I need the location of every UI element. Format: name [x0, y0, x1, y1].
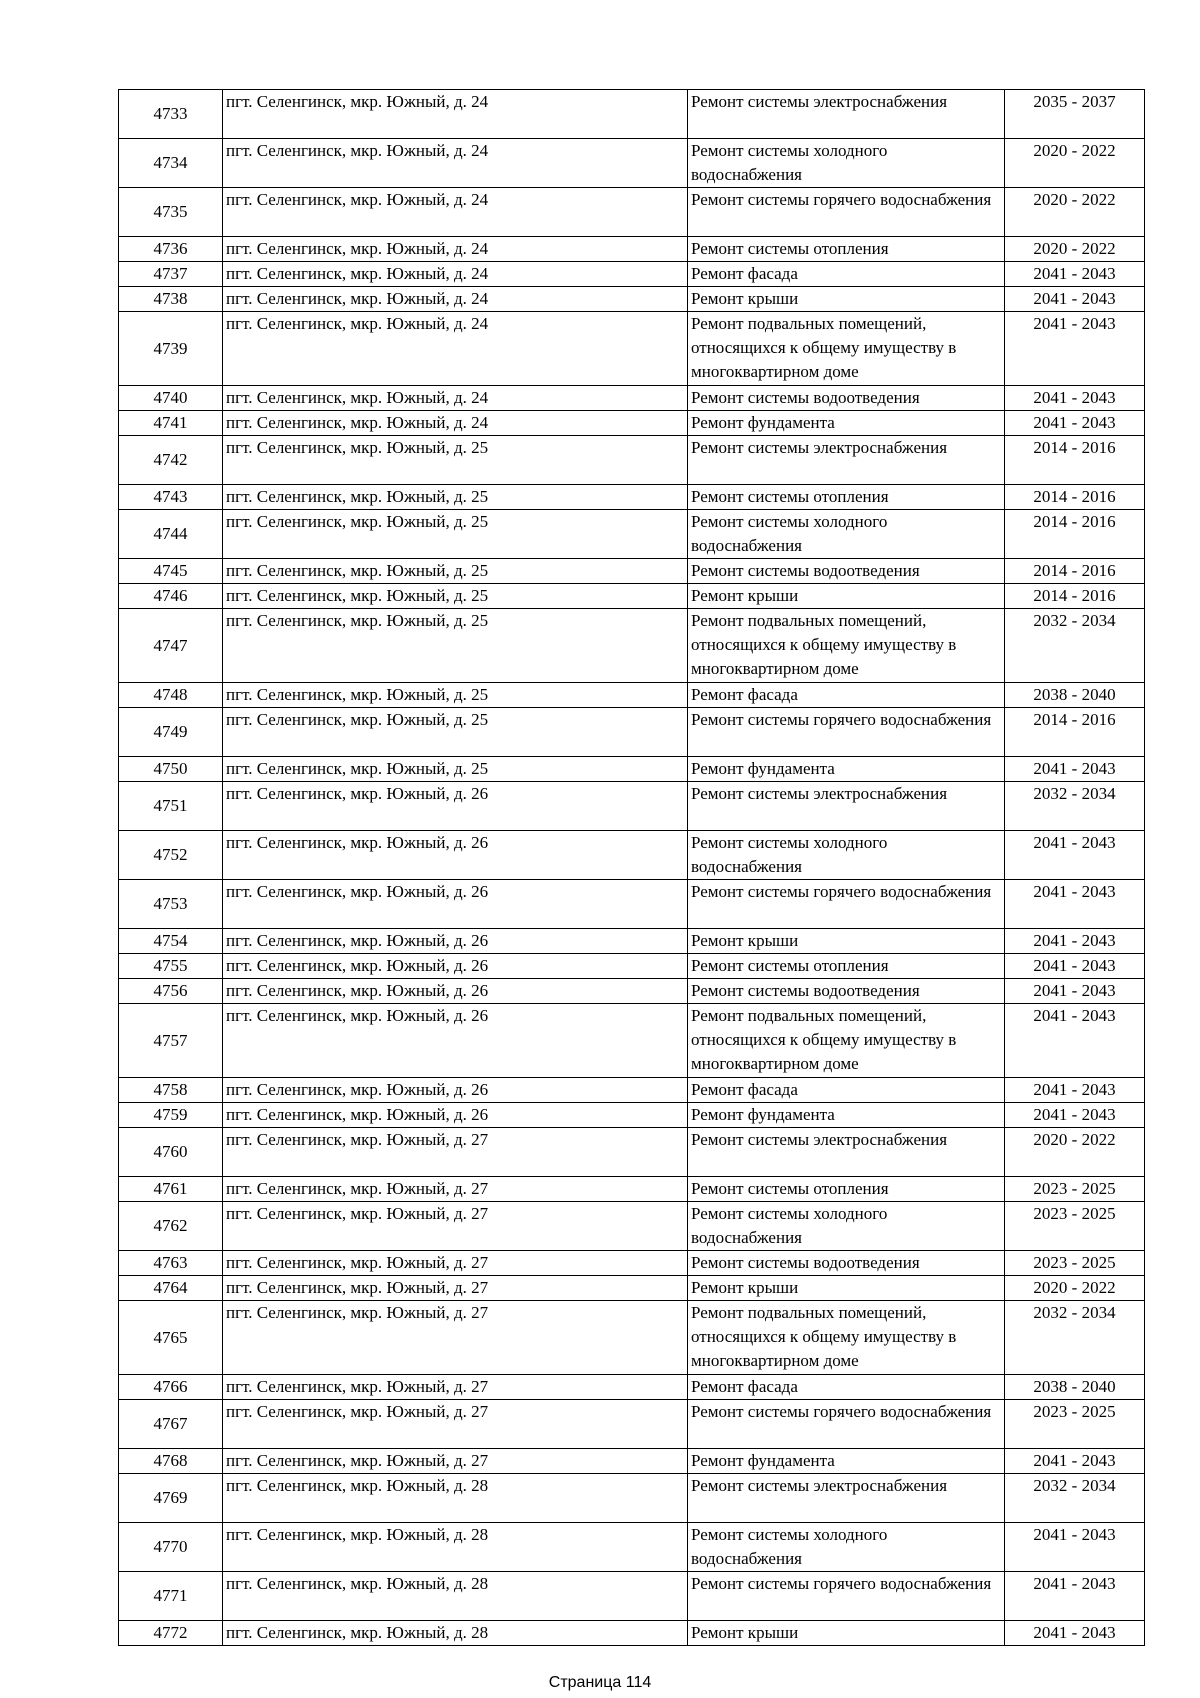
work-type-cell: Ремонт системы холодного водоснабжения	[688, 1202, 1005, 1251]
period-cell: 2023 - 2025	[1005, 1251, 1145, 1276]
address-cell: пгт. Селенгинск, мкр. Южный, д. 24	[223, 139, 688, 188]
row-number-cell: 4751	[119, 782, 223, 831]
period-cell: 2023 - 2025	[1005, 1400, 1145, 1449]
period-cell: 2041 - 2043	[1005, 411, 1145, 436]
table-row	[119, 1276, 1145, 1301]
row-number-cell: 4734	[119, 139, 223, 188]
work-type-cell: Ремонт крыши	[688, 584, 1005, 609]
address-cell: пгт. Селенгинск, мкр. Южный, д. 25	[223, 485, 688, 510]
period-cell: 2041 - 2043	[1005, 1449, 1145, 1474]
address-cell: пгт. Селенгинск, мкр. Южный, д. 26	[223, 929, 688, 954]
address-cell: пгт. Селенгинск, мкр. Южный, д. 26	[223, 979, 688, 1004]
address-cell: пгт. Селенгинск, мкр. Южный, д. 26	[223, 1103, 688, 1128]
table-row	[119, 1004, 1145, 1078]
period-cell: 2041 - 2043	[1005, 831, 1145, 880]
work-type-cell: Ремонт фундамента	[688, 1449, 1005, 1474]
table-row	[119, 139, 1145, 188]
period-cell: 2032 - 2034	[1005, 1474, 1145, 1523]
address-cell: пгт. Селенгинск, мкр. Южный, д. 26	[223, 1004, 688, 1078]
period-cell: 2041 - 2043	[1005, 1103, 1145, 1128]
table-row	[119, 1621, 1145, 1646]
work-type-cell: Ремонт системы водоотведения	[688, 386, 1005, 411]
work-type-cell: Ремонт подвальных помещений, относящихся к общему имуществу в многоквартирном доме	[688, 1301, 1005, 1375]
row-number-cell: 4757	[119, 1004, 223, 1078]
repair-schedule-table	[118, 89, 1145, 1646]
row-number-cell: 4765	[119, 1301, 223, 1375]
period-cell: 2041 - 2043	[1005, 757, 1145, 782]
row-number-cell: 4752	[119, 831, 223, 880]
work-type-cell: Ремонт системы горячего водоснабжения	[688, 1400, 1005, 1449]
period-cell: 2014 - 2016	[1005, 559, 1145, 584]
period-cell: 2014 - 2016	[1005, 708, 1145, 757]
row-number-cell: 4744	[119, 510, 223, 559]
table-row	[119, 411, 1145, 436]
row-number-cell: 4743	[119, 485, 223, 510]
address-cell: пгт. Селенгинск, мкр. Южный, д. 25	[223, 757, 688, 782]
row-number-cell: 4736	[119, 237, 223, 262]
table-row	[119, 1474, 1145, 1523]
table-row	[119, 559, 1145, 584]
address-cell: пгт. Селенгинск, мкр. Южный, д. 25	[223, 584, 688, 609]
table-row	[119, 1128, 1145, 1177]
table-row	[119, 1375, 1145, 1400]
address-cell: пгт. Селенгинск, мкр. Южный, д. 27	[223, 1449, 688, 1474]
work-type-cell: Ремонт крыши	[688, 1276, 1005, 1301]
work-type-cell: Ремонт фундамента	[688, 1103, 1005, 1128]
period-cell: 2014 - 2016	[1005, 485, 1145, 510]
address-cell: пгт. Селенгинск, мкр. Южный, д. 24	[223, 312, 688, 386]
address-cell: пгт. Селенгинск, мкр. Южный, д. 28	[223, 1621, 688, 1646]
work-type-cell: Ремонт системы отопления	[688, 1177, 1005, 1202]
period-cell: 2032 - 2034	[1005, 1301, 1145, 1375]
address-cell: пгт. Селенгинск, мкр. Южный, д. 27	[223, 1400, 688, 1449]
work-type-cell: Ремонт подвальных помещений, относящихся к общему имуществу в многоквартирном доме	[688, 1004, 1005, 1078]
period-cell: 2032 - 2034	[1005, 782, 1145, 831]
work-type-cell: Ремонт подвальных помещений, относящихся к общему имуществу в многоквартирном доме	[688, 609, 1005, 683]
work-type-cell: Ремонт системы отопления	[688, 237, 1005, 262]
work-type-cell: Ремонт системы горячего водоснабжения	[688, 188, 1005, 237]
period-cell: 2038 - 2040	[1005, 1375, 1145, 1400]
work-type-cell: Ремонт фасада	[688, 1078, 1005, 1103]
period-cell: 2038 - 2040	[1005, 683, 1145, 708]
row-number-cell: 4760	[119, 1128, 223, 1177]
address-cell: пгт. Селенгинск, мкр. Южный, д. 25	[223, 683, 688, 708]
work-type-cell: Ремонт системы холодного водоснабжения	[688, 510, 1005, 559]
row-number-cell: 4769	[119, 1474, 223, 1523]
table-row	[119, 609, 1145, 683]
address-cell: пгт. Селенгинск, мкр. Южный, д. 27	[223, 1177, 688, 1202]
period-cell: 2041 - 2043	[1005, 1004, 1145, 1078]
row-number-cell: 4764	[119, 1276, 223, 1301]
row-number-cell: 4745	[119, 559, 223, 584]
table-row	[119, 312, 1145, 386]
table-row	[119, 1251, 1145, 1276]
table-row	[119, 1301, 1145, 1375]
work-type-cell: Ремонт системы холодного водоснабжения	[688, 1523, 1005, 1572]
row-number-cell: 4770	[119, 1523, 223, 1572]
address-cell: пгт. Селенгинск, мкр. Южный, д. 26	[223, 880, 688, 929]
period-cell: 2020 - 2022	[1005, 188, 1145, 237]
row-number-cell: 4733	[119, 90, 223, 139]
address-cell: пгт. Селенгинск, мкр. Южный, д. 24	[223, 90, 688, 139]
period-cell: 2041 - 2043	[1005, 386, 1145, 411]
row-number-cell: 4772	[119, 1621, 223, 1646]
row-number-cell: 4767	[119, 1400, 223, 1449]
period-cell: 2041 - 2043	[1005, 1572, 1145, 1621]
table-row	[119, 188, 1145, 237]
period-cell: 2041 - 2043	[1005, 1078, 1145, 1103]
period-cell: 2041 - 2043	[1005, 929, 1145, 954]
table-row	[119, 90, 1145, 139]
work-type-cell: Ремонт системы водоотведения	[688, 1251, 1005, 1276]
work-type-cell: Ремонт системы электроснабжения	[688, 1128, 1005, 1177]
address-cell: пгт. Селенгинск, мкр. Южный, д. 26	[223, 831, 688, 880]
address-cell: пгт. Селенгинск, мкр. Южный, д. 27	[223, 1375, 688, 1400]
work-type-cell: Ремонт фасада	[688, 1375, 1005, 1400]
table-row	[119, 1449, 1145, 1474]
work-type-cell: Ремонт крыши	[688, 1621, 1005, 1646]
period-cell: 2032 - 2034	[1005, 609, 1145, 683]
address-cell: пгт. Селенгинск, мкр. Южный, д. 24	[223, 188, 688, 237]
table-body	[119, 90, 1145, 1646]
address-cell: пгт. Селенгинск, мкр. Южный, д. 24	[223, 237, 688, 262]
table-row	[119, 831, 1145, 880]
address-cell: пгт. Селенгинск, мкр. Южный, д. 28	[223, 1523, 688, 1572]
work-type-cell: Ремонт системы горячего водоснабжения	[688, 1572, 1005, 1621]
row-number-cell: 4759	[119, 1103, 223, 1128]
address-cell: пгт. Селенгинск, мкр. Южный, д. 25	[223, 609, 688, 683]
period-cell: 2020 - 2022	[1005, 237, 1145, 262]
work-type-cell: Ремонт фасада	[688, 683, 1005, 708]
address-cell: пгт. Селенгинск, мкр. Южный, д. 25	[223, 559, 688, 584]
work-type-cell: Ремонт системы водоотведения	[688, 559, 1005, 584]
row-number-cell: 4750	[119, 757, 223, 782]
row-number-cell: 4771	[119, 1572, 223, 1621]
table-row	[119, 584, 1145, 609]
address-cell: пгт. Селенгинск, мкр. Южный, д. 27	[223, 1301, 688, 1375]
period-cell: 2041 - 2043	[1005, 1523, 1145, 1572]
work-type-cell: Ремонт системы отопления	[688, 954, 1005, 979]
table-row	[119, 386, 1145, 411]
table-row	[119, 1202, 1145, 1251]
row-number-cell: 4761	[119, 1177, 223, 1202]
work-type-cell: Ремонт системы электроснабжения	[688, 436, 1005, 485]
row-number-cell: 4749	[119, 708, 223, 757]
row-number-cell: 4754	[119, 929, 223, 954]
row-number-cell: 4768	[119, 1449, 223, 1474]
address-cell: пгт. Селенгинск, мкр. Южный, д. 25	[223, 436, 688, 485]
period-cell: 2041 - 2043	[1005, 954, 1145, 979]
work-type-cell: Ремонт системы электроснабжения	[688, 90, 1005, 139]
row-number-cell: 4737	[119, 262, 223, 287]
address-cell: пгт. Селенгинск, мкр. Южный, д. 26	[223, 782, 688, 831]
table-row	[119, 510, 1145, 559]
work-type-cell: Ремонт подвальных помещений, относящихся к общему имуществу в многоквартирном доме	[688, 312, 1005, 386]
row-number-cell: 4763	[119, 1251, 223, 1276]
address-cell: пгт. Селенгинск, мкр. Южный, д. 28	[223, 1474, 688, 1523]
row-number-cell: 4755	[119, 954, 223, 979]
row-number-cell: 4766	[119, 1375, 223, 1400]
row-number-cell: 4756	[119, 979, 223, 1004]
address-cell: пгт. Селенгинск, мкр. Южный, д. 25	[223, 708, 688, 757]
work-type-cell: Ремонт системы горячего водоснабжения	[688, 708, 1005, 757]
table-row	[119, 683, 1145, 708]
row-number-cell: 4758	[119, 1078, 223, 1103]
table-row	[119, 979, 1145, 1004]
table-row	[119, 782, 1145, 831]
work-type-cell: Ремонт системы горячего водоснабжения	[688, 880, 1005, 929]
table-row	[119, 1572, 1145, 1621]
address-cell: пгт. Селенгинск, мкр. Южный, д. 27	[223, 1128, 688, 1177]
period-cell: 2020 - 2022	[1005, 139, 1145, 188]
row-number-cell: 4748	[119, 683, 223, 708]
work-type-cell: Ремонт фундамента	[688, 411, 1005, 436]
period-cell: 2035 - 2037	[1005, 90, 1145, 139]
period-cell: 2041 - 2043	[1005, 262, 1145, 287]
address-cell: пгт. Селенгинск, мкр. Южный, д. 24	[223, 411, 688, 436]
period-cell: 2041 - 2043	[1005, 287, 1145, 312]
row-number-cell: 4735	[119, 188, 223, 237]
period-cell: 2020 - 2022	[1005, 1128, 1145, 1177]
table-row	[119, 262, 1145, 287]
address-cell: пгт. Селенгинск, мкр. Южный, д. 26	[223, 954, 688, 979]
table-row	[119, 708, 1145, 757]
address-cell: пгт. Селенгинск, мкр. Южный, д. 27	[223, 1276, 688, 1301]
period-cell: 2020 - 2022	[1005, 1276, 1145, 1301]
work-type-cell: Ремонт крыши	[688, 287, 1005, 312]
address-cell: пгт. Селенгинск, мкр. Южный, д. 25	[223, 510, 688, 559]
work-type-cell: Ремонт системы отопления	[688, 485, 1005, 510]
table-row	[119, 1078, 1145, 1103]
table-row	[119, 287, 1145, 312]
period-cell: 2041 - 2043	[1005, 312, 1145, 386]
table-row	[119, 757, 1145, 782]
table-row	[119, 436, 1145, 485]
row-number-cell: 4746	[119, 584, 223, 609]
work-type-cell: Ремонт крыши	[688, 929, 1005, 954]
address-cell: пгт. Селенгинск, мкр. Южный, д. 26	[223, 1078, 688, 1103]
row-number-cell: 4747	[119, 609, 223, 683]
address-cell: пгт. Селенгинск, мкр. Южный, д. 27	[223, 1251, 688, 1276]
row-number-cell: 4742	[119, 436, 223, 485]
table-row	[119, 929, 1145, 954]
work-type-cell: Ремонт системы водоотведения	[688, 979, 1005, 1004]
period-cell: 2023 - 2025	[1005, 1177, 1145, 1202]
address-cell: пгт. Селенгинск, мкр. Южный, д. 24	[223, 287, 688, 312]
table-row	[119, 1177, 1145, 1202]
row-number-cell: 4762	[119, 1202, 223, 1251]
page-number: Страница 114	[548, 1674, 652, 1691]
row-number-cell: 4740	[119, 386, 223, 411]
work-type-cell: Ремонт фундамента	[688, 757, 1005, 782]
work-type-cell: Ремонт системы холодного водоснабжения	[688, 831, 1005, 880]
row-number-cell: 4753	[119, 880, 223, 929]
row-number-cell: 4741	[119, 411, 223, 436]
table-row	[119, 485, 1145, 510]
table-row	[119, 1400, 1145, 1449]
period-cell: 2041 - 2043	[1005, 979, 1145, 1004]
address-cell: пгт. Селенгинск, мкр. Южный, д. 24	[223, 386, 688, 411]
address-cell: пгт. Селенгинск, мкр. Южный, д. 28	[223, 1572, 688, 1621]
work-type-cell: Ремонт системы электроснабжения	[688, 782, 1005, 831]
period-cell: 2041 - 2043	[1005, 1621, 1145, 1646]
table-row	[119, 880, 1145, 929]
row-number-cell: 4738	[119, 287, 223, 312]
table-row	[119, 954, 1145, 979]
period-cell: 2014 - 2016	[1005, 510, 1145, 559]
period-cell: 2014 - 2016	[1005, 436, 1145, 485]
table-row	[119, 1523, 1145, 1572]
period-cell: 2041 - 2043	[1005, 880, 1145, 929]
address-cell: пгт. Селенгинск, мкр. Южный, д. 27	[223, 1202, 688, 1251]
period-cell: 2023 - 2025	[1005, 1202, 1145, 1251]
period-cell: 2014 - 2016	[1005, 584, 1145, 609]
address-cell: пгт. Селенгинск, мкр. Южный, д. 24	[223, 262, 688, 287]
row-number-cell: 4739	[119, 312, 223, 386]
work-type-cell: Ремонт системы холодного водоснабжения	[688, 139, 1005, 188]
work-type-cell: Ремонт системы электроснабжения	[688, 1474, 1005, 1523]
table-row	[119, 237, 1145, 262]
table-row	[119, 1103, 1145, 1128]
work-type-cell: Ремонт фасада	[688, 262, 1005, 287]
